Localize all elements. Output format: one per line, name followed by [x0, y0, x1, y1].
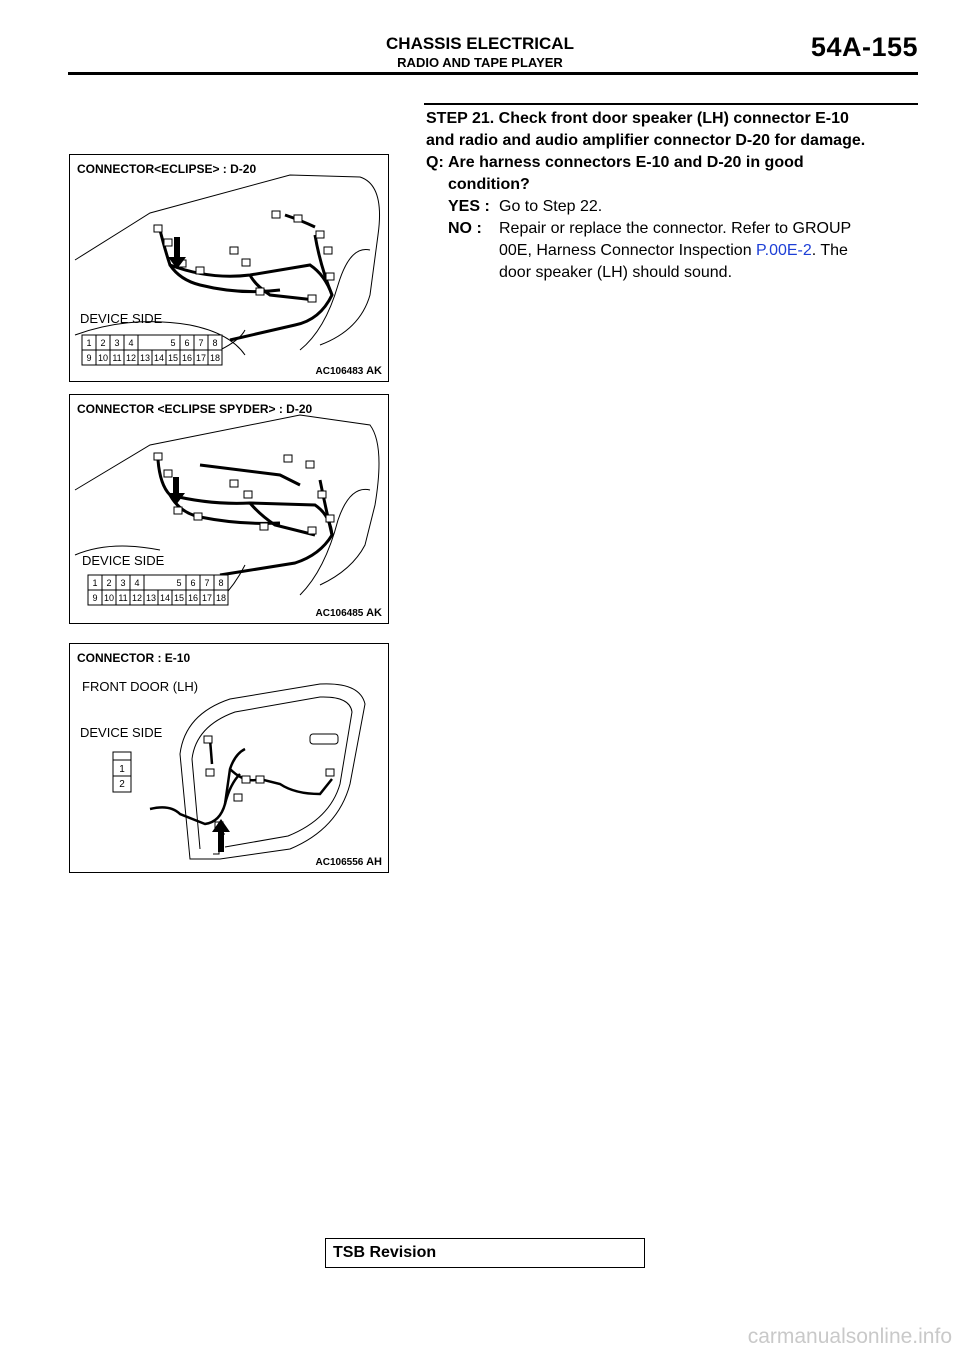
pin-label: 14	[153, 353, 165, 363]
pin-label: 17	[201, 593, 213, 603]
pin-label: 7	[204, 578, 210, 588]
yes-text: Go to Step 22.	[499, 198, 603, 215]
reference-link[interactable]: P.00E-2	[756, 242, 812, 259]
pin-label: 12	[125, 353, 137, 363]
pin-label: 14	[159, 593, 171, 603]
device-side-label: DEVICE SIDE	[80, 725, 163, 740]
step-heading	[426, 108, 926, 152]
pin-label: 3	[114, 338, 120, 348]
no-key: NO :	[448, 220, 482, 237]
pin-label: 2	[100, 338, 106, 348]
device-side-label: DEVICE SIDE	[80, 311, 163, 326]
no-line3: door speaker (LH) should sound.	[499, 264, 733, 281]
pin-label: 2	[106, 578, 112, 588]
pin-label: 15	[173, 593, 185, 603]
pin-label: 7	[198, 338, 204, 348]
pin-label: 4	[128, 338, 134, 348]
pin-label: 1	[92, 578, 98, 588]
yes-key: YES :	[448, 198, 490, 215]
subsection-title: RADIO AND TAPE PLAYER	[397, 55, 563, 70]
pin-label: 5	[170, 338, 176, 348]
location-label: FRONT DOOR (LH)	[82, 679, 199, 694]
tsb-revision-box	[325, 1238, 645, 1268]
figure-code-number: AC106556	[315, 857, 364, 868]
pin-label: 12	[131, 593, 143, 603]
pin-label: 11	[118, 593, 128, 603]
pin-label: 6	[184, 338, 190, 348]
pin-label: 10	[97, 353, 109, 363]
question-line2: condition?	[448, 176, 530, 193]
pin-label: 5	[176, 578, 182, 588]
pin-label: 8	[218, 578, 224, 588]
pin-label: 8	[212, 338, 218, 348]
figure-code	[316, 856, 382, 868]
harness-illustration-1	[70, 155, 388, 381]
no-line2-end: . The	[811, 242, 848, 259]
device-side-label: DEVICE SIDE	[82, 553, 165, 568]
answer-yes	[448, 196, 602, 218]
answer-no	[448, 218, 851, 284]
figure-connector-eclipse-d20	[69, 154, 389, 382]
figure-code-number: AC106485	[315, 608, 364, 619]
pin-label: 6	[190, 578, 196, 588]
question	[426, 152, 926, 196]
pin-label: 15	[167, 353, 179, 363]
pin-label: 13	[139, 353, 151, 363]
pin-label: 9	[86, 353, 92, 363]
header-rule	[68, 72, 918, 75]
watermark: carmanualsonline.info	[747, 1325, 952, 1348]
pin-label: 16	[181, 353, 193, 363]
figure-code-suffix: AH	[366, 856, 382, 868]
question-line1: Are harness connectors E-10 and D-20 in good	[448, 154, 804, 171]
figure-connector-e10	[69, 643, 389, 873]
figure-label: CONNECTOR : E-10	[77, 651, 191, 665]
no-line1: Repair or replace the connector. Refer to GROUP	[499, 220, 852, 237]
step-rule	[424, 103, 918, 105]
question-prefix: Q:	[426, 154, 444, 171]
tsb-revision-label: TSB Revision	[333, 1244, 437, 1261]
pin-label: 16	[187, 593, 199, 603]
pin-label: 1	[119, 764, 125, 775]
pin-label: 2	[119, 779, 125, 790]
figure-code	[316, 607, 382, 619]
figure-label: CONNECTOR <ECLIPSE SPYDER> : D-20	[77, 402, 313, 416]
pin-label: 17	[195, 353, 207, 363]
pin-label: 1	[86, 338, 92, 348]
pin-label: 18	[209, 353, 221, 363]
pin-label: 11	[112, 353, 122, 363]
step-title-line2: and radio and audio amplifier connector D-20 for damage.	[426, 132, 866, 149]
figure-connector-eclipse-spyder-d20	[69, 394, 389, 624]
figure-label: CONNECTOR<ECLIPSE> : D-20	[77, 162, 257, 176]
pin-label: 18	[215, 593, 227, 603]
figure-code	[316, 365, 382, 377]
page-number: 54A-155	[810, 32, 918, 62]
figure-code-suffix: AK	[366, 365, 382, 377]
pin-label: 13	[145, 593, 157, 603]
step-title-line1: STEP 21. Check front door speaker (LH) connector E-10	[426, 110, 849, 127]
pin-label: 3	[120, 578, 126, 588]
section-title: CHASSIS ELECTRICAL	[386, 34, 574, 53]
no-line2	[448, 240, 851, 262]
no-line2-text: 00E, Harness Connector Inspection	[499, 242, 757, 259]
pin-label: 10	[103, 593, 115, 603]
harness-illustration-2	[70, 395, 388, 623]
pin-label: 9	[92, 593, 98, 603]
figure-code-suffix: AK	[366, 607, 382, 619]
pin-label: 4	[134, 578, 140, 588]
figure-code-number: AC106483	[315, 366, 364, 377]
